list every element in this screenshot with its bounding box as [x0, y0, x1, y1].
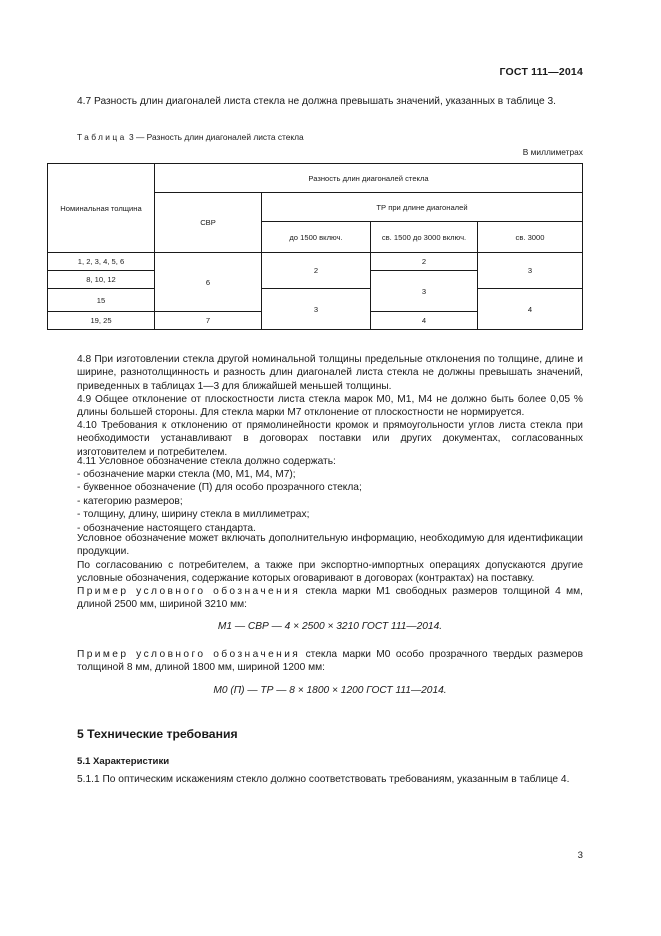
table-3-caption — [77, 132, 304, 142]
table-caption-word: Таблица — [77, 132, 127, 142]
subsection-5-1-heading: 5.1 Характеристики — [77, 756, 170, 767]
header-svr: СВР — [155, 193, 262, 253]
example-2-description: стекла марки М0 особо прозрачного твердых размеров толщиной 8 мм, длиной 1800 мм, шириной 1200 мм: — [77, 649, 583, 674]
formula-example-1: М1 — СВР — 4 × 2500 × 3210 ГОСТ 111—2014. — [217, 621, 443, 632]
cell-c2-3: 3 — [371, 271, 478, 312]
cell-c1-3: 3 — [262, 289, 371, 330]
list-item: - буквенное обозначение (П) для особо прозрачного стекла; — [77, 482, 362, 494]
cell-c2-4: 4 — [371, 312, 478, 330]
table-units: В миллиметрах — [522, 147, 583, 157]
paragraph-4-9: 4.9 Общее отклонение от плоскостности листа стекла марок М0, М1, М4 не должно быть более 0,05 % длины большей стороны. Для стекла марки М7 отклонение от плоскостности не нормируется. — [77, 394, 583, 419]
paragraph-4-8: 4.8 При изготовлении стекла другой номинальной толщины предельные отклонения по толщине, длине и ширине, разнотолщинность и разность длин диагоналей листа стекла не должны превышать значений, приведенных в таблицах 1—3 для ближайшей меньшей толщины. — [77, 354, 583, 392]
cell-c3-4: 4 — [478, 289, 583, 330]
example-1-description: стекла марки М1 свободных размеров толщиной 4 мм, длиной 2500 мм, шириной 3210 мм: — [77, 586, 584, 611]
header-nominal-thickness: Номинальная толщина — [48, 164, 155, 253]
paragraph-4-7: 4.7 Разность длин диагоналей листа стекла не должна превышать значений, указанных в таблице 3. — [77, 96, 556, 107]
list-item: - обозначение марки стекла (М0, М1, М4, М7); — [77, 469, 296, 480]
list-item: - категорию размеров; — [77, 495, 183, 507]
paragraph-4-11: 4.11 Условное обозначение стекла должно содержать: — [77, 456, 336, 467]
row-thickness-8-12: 8, 10, 12 — [48, 271, 155, 289]
formula-example-2: М0 (П) — ТР — 8 × 1800 × 1200 ГОСТ 111—2014. — [213, 685, 447, 696]
page-number: 3 — [577, 850, 583, 861]
list-item: - толщину, длину, ширину стекла в миллиметрах; — [77, 509, 310, 521]
header-col-over-3000: св. 3000 — [478, 222, 583, 253]
cell-c3-3: 3 — [478, 253, 583, 289]
header-col-1500-3000: св. 1500 до 3000 включ. — [371, 222, 478, 253]
paragraph-4-10: 4.10 Требования к отклонению от прямолинейности кромок и прямоугольности углов листа стекла при необходимости устанавливают в договорах поставки или других документах, согласованных изготовителем и потребителем. — [77, 420, 583, 458]
header-col-up-to-1500: до 1500 включ. — [262, 222, 371, 253]
paragraph-additional-info: Условное обозначение может включать дополнительную информацию, необходимую для идентификации продукции. — [77, 533, 583, 558]
cell-c2-2: 2 — [371, 253, 478, 271]
paragraph-agreement: По согласованию с потребителем, а также при экспортно-импортных операциях допускаются другие условные обозначения, содержание которых оговаривают в договорах (контрактах) на поставку. — [77, 560, 583, 585]
paragraph-5-1-1: 5.1.1 По оптическим искажениям стекло должно соответствовать требованиям, указанным в таблице 4. — [77, 774, 570, 785]
section-5-heading: 5 Технические требования — [77, 727, 238, 741]
header-diagonal-difference: Разность длин диагоналей стекла — [155, 164, 583, 193]
table-3 — [47, 163, 583, 330]
row-thickness-1-6: 1, 2, 3, 4, 5, 6 — [48, 253, 155, 271]
document-id-header: ГОСТ 111—2014 — [499, 66, 583, 78]
example-1-text — [77, 585, 583, 612]
designation-list — [77, 468, 583, 535]
cell-c1-2: 2 — [262, 253, 371, 289]
header-tr: ТР при длине диагоналей — [262, 193, 583, 222]
example-word: Пример условного обозначения — [77, 586, 301, 597]
table-caption-title: 3 — Разность длин диагоналей листа стекла — [126, 132, 304, 142]
example-2-text — [77, 648, 583, 675]
row-thickness-19-25: 19, 25 — [48, 312, 155, 330]
row-thickness-15: 15 — [48, 289, 155, 312]
list-item: - обозначение настоящего стандарта. — [77, 522, 256, 534]
cell-svr-7: 7 — [155, 312, 262, 330]
cell-svr-6: 6 — [155, 253, 262, 312]
example-word: Пример условного обозначения — [77, 649, 301, 660]
